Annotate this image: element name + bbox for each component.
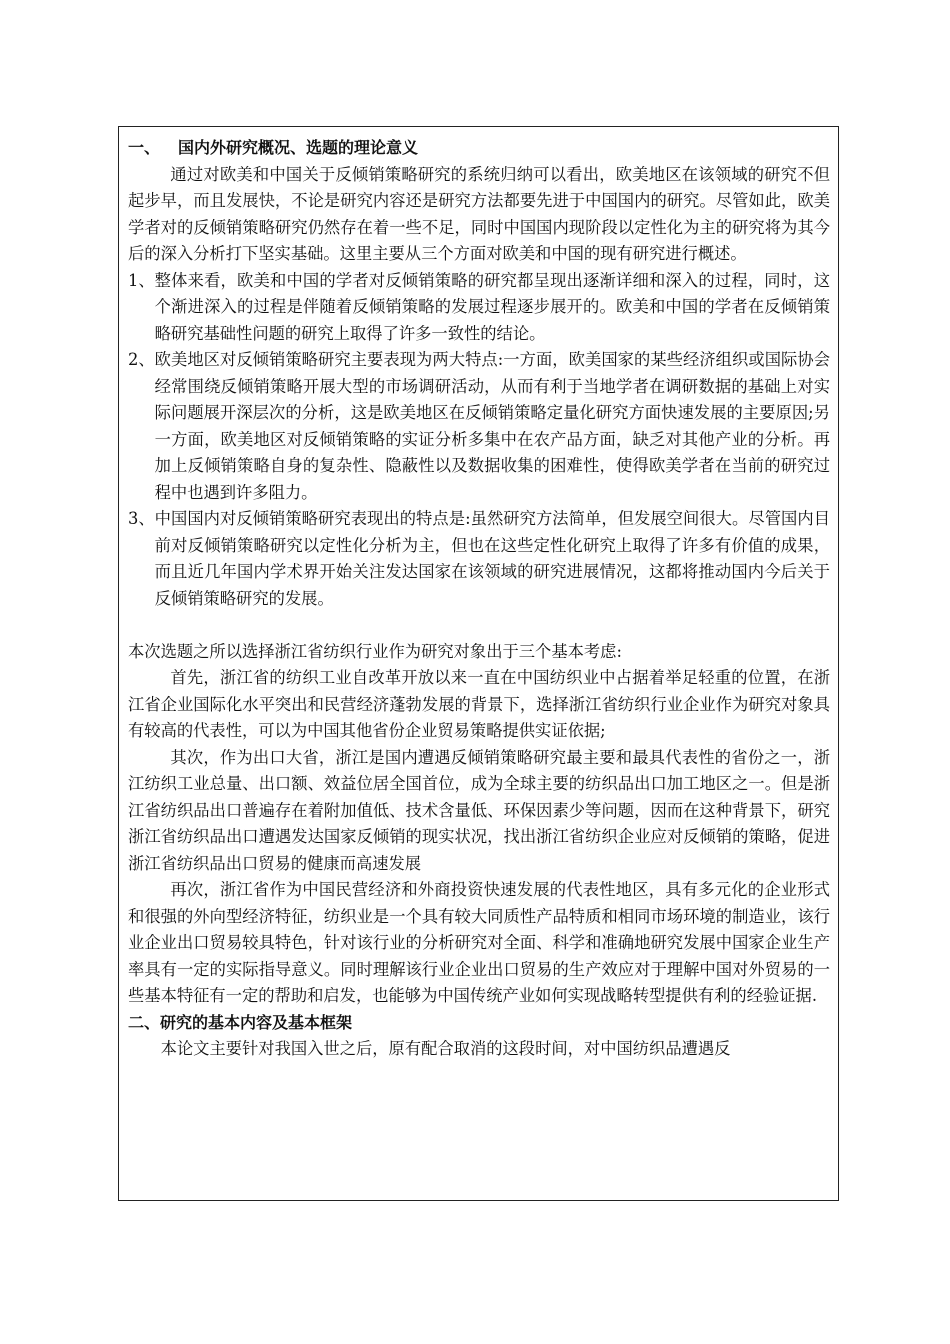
topic-lead-paragraph: 本次选题之所以选择浙江省纺织行业作为研究对象出于三个基本考虑:: [128, 641, 622, 661]
list-item-2-text: 欧美地区对反倾销策略研究主要表现为两大特点:一方面，欧美国家的某些经济组织或国际协会经常围绕反倾销策略开展大型的市场调研活动，从而有利于当地学者在调研数据的基础上对实际问题展开深层次的分析，这是欧美地区在反倾销策略定量化研究方面快速发展的主要原因;另一方面，欧美地区对反倾销策略的实证分析多集中在农产品方面，缺乏对其他产业的分析。再加上反倾销策略自身的复杂性、隐蔽性以及数据收集的困难性，使得欧美学者在当前的研究过程中也遇到许多阻力。: [154, 350, 830, 502]
section1-intro-paragraph: 通过对欧美和中国关于反倾销策略研究的系统归纳可以看出，欧美地区在该领域的研究不但起步早，而且发展快，不论是研究内容还是研究方法都要先进于中国国内的研究。尽管如此，欧美学者对的反倾销策略研究仍然存在着一些不足，同时中国国内现阶段以定性化为主的研究将为其今后的深入分析打下坚实基础。这里主要从三个方面对欧美和中国的现有研究进行概述。: [128, 164, 830, 263]
section1-title: 国内外研究概况、选题的理论意义: [178, 138, 419, 157]
document-frame: [118, 126, 839, 1201]
list-item-3: [128, 506, 830, 612]
section2-heading: 二、研究的基本内容及基本框架: [128, 1012, 353, 1032]
list-item-2: [128, 347, 830, 506]
list-item-3-number: 3、: [128, 509, 155, 528]
reason-second-paragraph: 其次，作为出口大省，浙江是国内遭遇反倾销策略研究最主要和最具代表性的省份之一，浙江纺织工业总量、出口额、效益位居全国首位，成为全球主要的纺织品出口加工地区之一。但是浙江省纺织品出口普遍存在着附加值低、技术含量低、环保因素少等问题，因而在这种背景下，研究浙江省纺织品出口遭遇发达国家反倾销的现实状况，找出浙江省纺织企业应对反倾销的策略，促进浙江省纺织品出口贸易的健康而高速发展: [128, 747, 830, 873]
list-item-2-number: 2、: [128, 350, 155, 369]
section1-heading: [128, 135, 830, 162]
reason-third-paragraph: 再次，浙江省作为中国民营经济和外商投资快速发展的代表性地区，具有多元化的企业形式和很强的外向型经济特征，纺织业是一个具有较大同质性产品特质和相同市场环境的制造业，该行业企业出口贸易较具特色，针对该行业的分析研究对全面、科学和准确地研究发展中国家企业生产率具有一定的实际指导意义。同时理解该行业企业出口贸易的生产效应对于理解中国对外贸易的一些基本特征有一定的帮助和启发，也能够为中国传统产业如何实现战略转型提供有利的经验证据.: [128, 880, 830, 1005]
blank-line: [128, 612, 830, 639]
document-body: [128, 135, 830, 1063]
list-item-3-text: 中国国内对反倾销策略研究表现出的特点是:虽然研究方法简单，但发展空间很大。尽管国内目前对反倾销策略研究以定性化分析为主，但也在这些定性化研究上取得了许多有价值的成果，而且近几年国内学术界开始关注发达国家在该领域的研究进展情况，这都将推动国内今后关于反倾销策略研究的发展。: [154, 509, 830, 608]
list-item-1: [128, 268, 830, 348]
list-item-1-text: 整体来看，欧美和中国的学者对反倾销策略的研究都呈现出逐渐详细和深入的过程，同时，这个渐进深入的过程是伴随着反倾销策略的发展过程逐步展开的。欧美和中国的学者在反倾销策略研究基础性问题的研究上取得了许多一致性的结论。: [154, 270, 830, 343]
section1-number: 一、: [128, 138, 161, 157]
reason-first-paragraph: 首先，浙江省的纺织工业自改革开放以来一直在中国纺织业中占据着举足轻重的位置，在浙江省企业国际化水平突出和民营经济蓬勃发展的背景下，选择浙江省纺织行业企业作为研究对象具有较高的代表性，可以为中国其他省份企业贸易策略提供实证依据;: [128, 668, 830, 740]
section2-intro-paragraph: 本论文主要针对我国入世之后，原有配合取消的这段时间，对中国纺织品遭遇反: [160, 1039, 731, 1058]
list-item-1-number: 1、: [128, 270, 155, 290]
